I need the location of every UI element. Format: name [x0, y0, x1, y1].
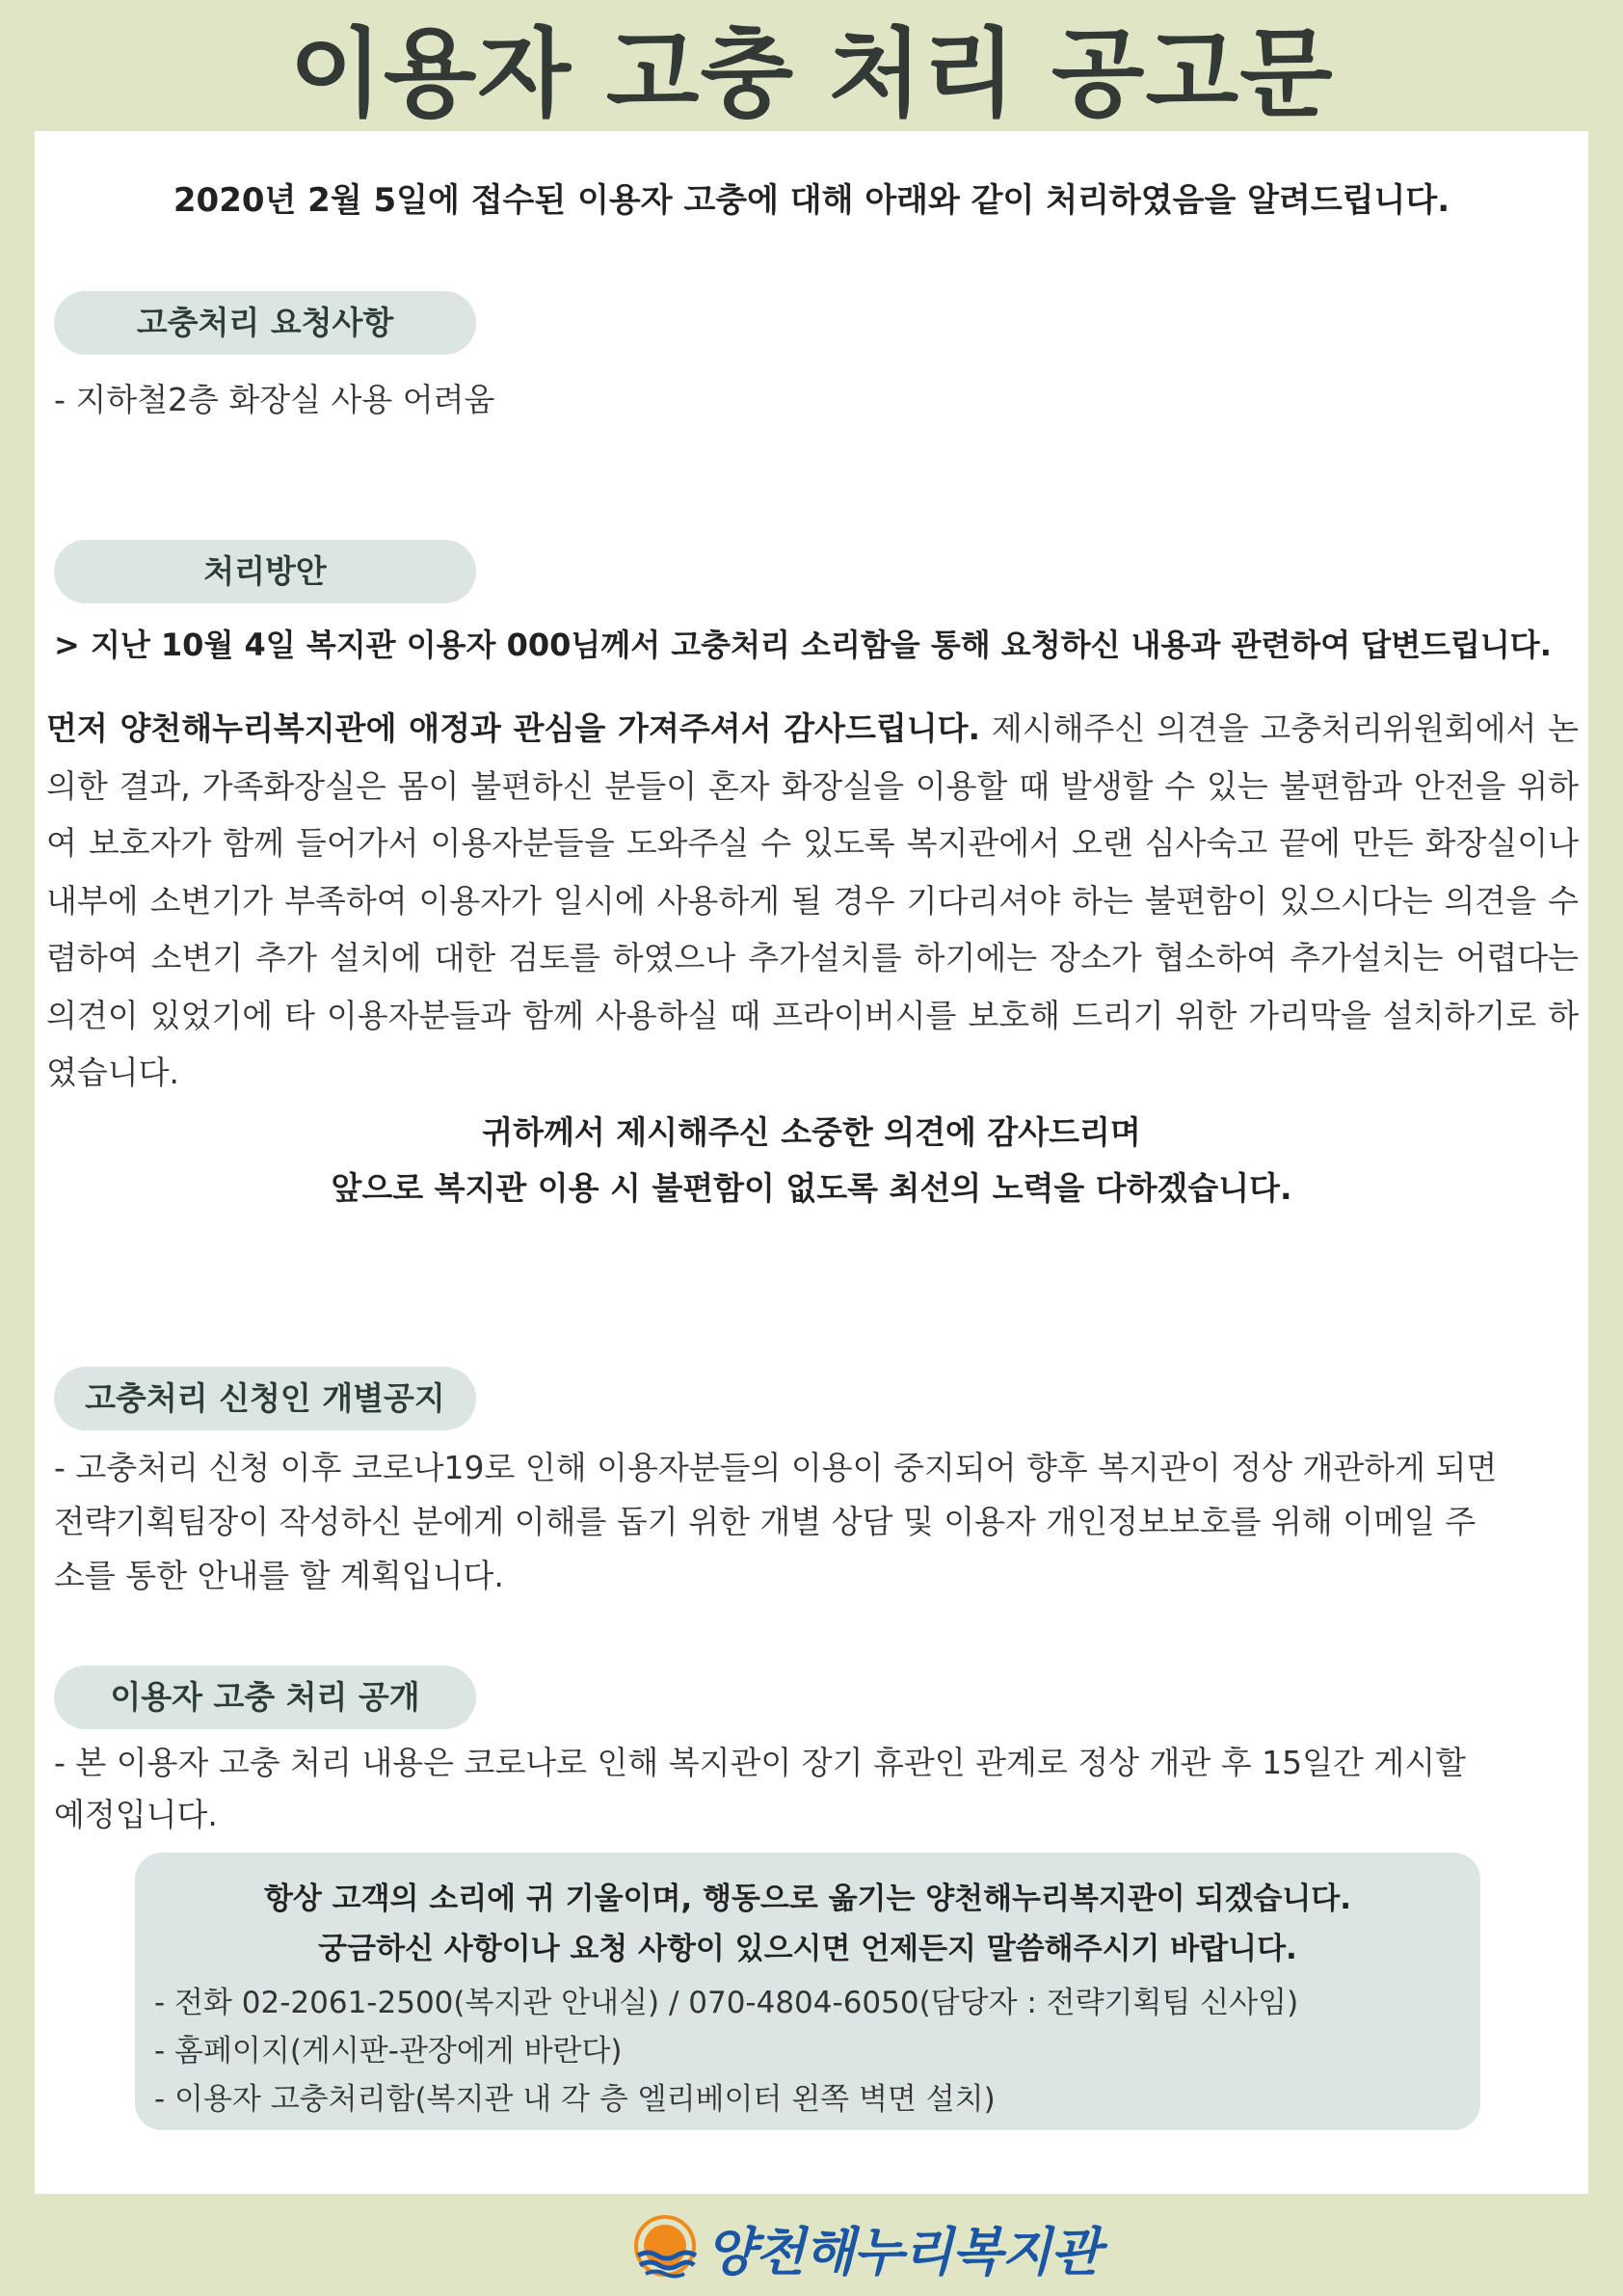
disclosure-line-1: - 본 이용자 고충 처리 내용은 코로나로 인해 복지관이 장기 휴관인 관계로 정상 개관 후 15일간 게시할	[54, 1744, 1466, 1781]
request-body: - 지하철2층 화장실 사용 어려움	[54, 381, 495, 418]
contact-headline-1: 항상 고객의 소리에 귀 기울이며, 행동으로 옮기는 양천해누리복지관이 되겠습니다.	[263, 1882, 1352, 1916]
solution-paragraph	[46, 700, 1579, 1102]
notice-section-heading: 고충처리 신청인 개별공지	[54, 1367, 476, 1430]
contact-headline-2: 궁금하신 사항이나 요청 사항이 있으시면 언제든지 말씀해주시기 바랍니다.	[318, 1932, 1297, 1966]
logo-text: 양천해누리복지관	[705, 2220, 1101, 2283]
organization-logo	[630, 2209, 1100, 2286]
notice-line-2: 전략기획팀장이 작성하신 분에게 이해를 돕기 위한 개별 상담 및 이용자 개인정보보호를 위해 이메일 주	[54, 1503, 1477, 1540]
disclosure-line-2: 예정입니다.	[54, 1796, 218, 1833]
closing-line-2: 앞으로 복지관 이용 시 불편함이 없도록 최선의 노력을 다하겠습니다.	[331, 1169, 1292, 1207]
footer	[0, 2205, 1623, 2296]
disclosure-section-heading: 이용자 고충 처리 공개	[54, 1666, 476, 1729]
solution-summary: > 지난 10월 4일 복지관 이용자 000님께서 고충처리 소리함을 통해 요청하신 내용과 관련하여 답변드립니다.	[54, 627, 1552, 663]
notice-panel	[35, 131, 1588, 2194]
intro-text: 2020년 2월 5일에 접수된 이용자 고충에 대해 아래와 같이 처리하였음을 알려드립니다.	[173, 181, 1450, 220]
notice-line-3: 소를 통한 안내를 할 계획입니다.	[54, 1557, 504, 1594]
contact-phone: - 전화 02-2061-2500(복지관 안내실) / 070-4804-6050(담당자 : 전략기획팀 신사임)	[154, 1986, 1299, 2020]
page-title: 이용자 고충 처리 공고문	[289, 17, 1334, 130]
solution-section-heading: 처리방안	[54, 540, 476, 603]
contact-suggestion-box: - 이용자 고충처리함(복지관 내 각 층 엘리베이터 왼쪽 벽면 설치)	[154, 2082, 996, 2117]
notice-line-1: - 고충처리 신청 이후 코로나19로 인해 이용자분들의 이용이 중지되어 향후 복지관이 정상 개관하게 되면	[54, 1449, 1498, 1486]
request-section-heading: 고충처리 요청사항	[54, 291, 476, 355]
solution-detail: 제시해주신 의견을 고충처리위원회에서 논의한 결과, 가족화장실은 몸이 불편하신 분들이 혼자 화장실을 이용할 때 발생할 수 있는 불편함과 안전을 위하여 보호자가 함께 들어가서 이용자분들을 도와주실 수 있도록 복지관에서 오랜 심사숙고 끝에 만든 화장실이나 내부에 소변기가 부족하여 이용자가 일시에 사용하게 될 경우 기다리셔야 하는 불편함이 있으시다는 의견을 수렴하여 소변기 추가 설치에 대한 검토를 하였으나 추가설치를 하기에는 장소가 협소하여 추가설치는 어렵다는 의견이 있었기에 타 이용자분들과 함께 사용하실 때 프라이버시를 보호해 드리기 위한 가리막을 설치하기로 하였습니다.	[46, 709, 1579, 1091]
solution-lead: 먼저 양천해누리복지관에 애정과 관심을 가져주셔서 감사드립니다.	[46, 709, 981, 747]
contact-box	[135, 1853, 1480, 2130]
closing-line-1: 귀하께서 제시해주신 소중한 의견에 감사드리며	[482, 1113, 1141, 1151]
contact-homepage: - 홈페이지(게시판-관장에게 바란다)	[154, 2034, 623, 2069]
sun-over-waves-icon	[630, 2213, 700, 2283]
